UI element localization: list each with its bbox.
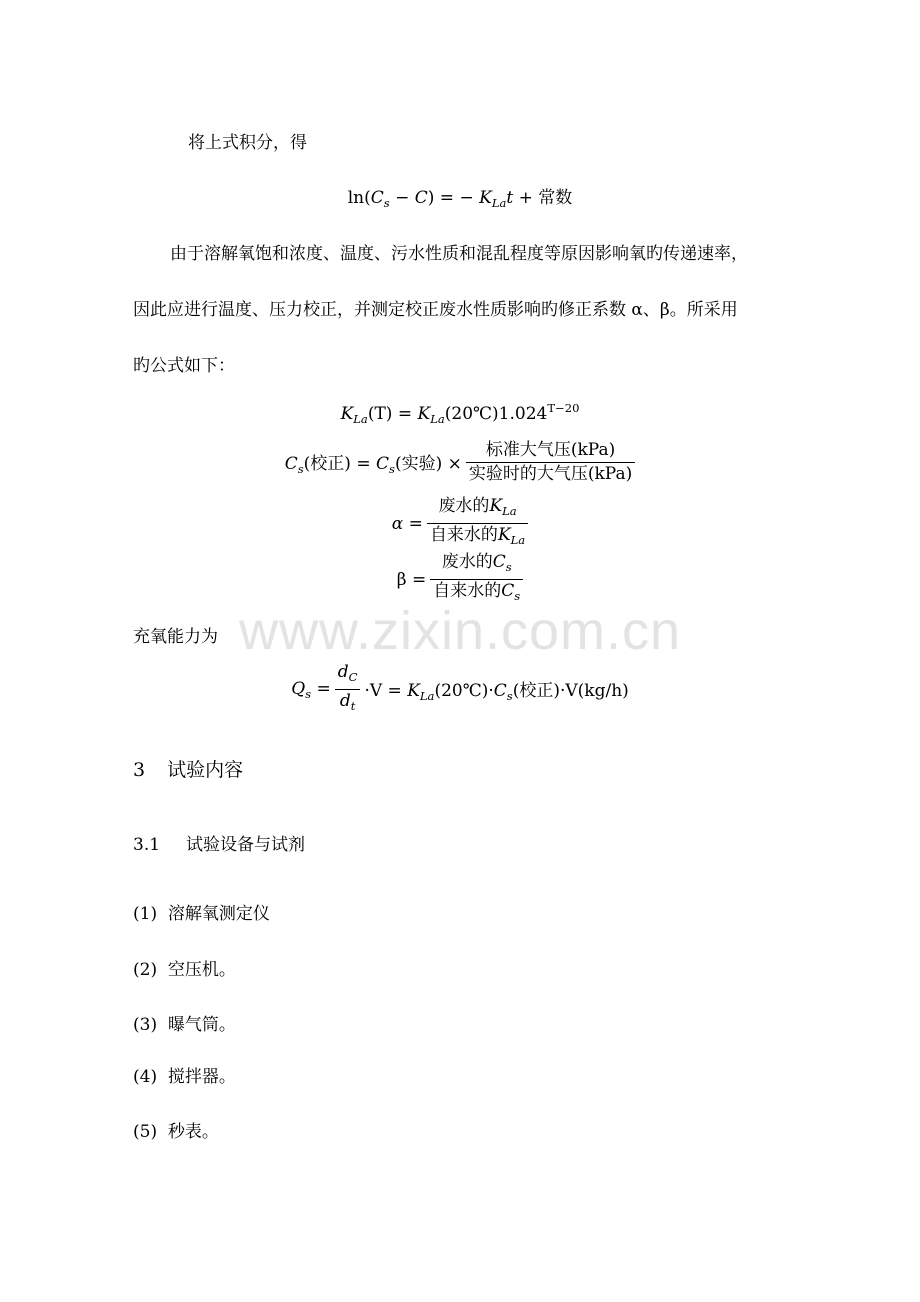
equation-alpha: α = $\frac{废水的K_{La}}{自来水的K_{La}}$ — [0, 495, 920, 552]
list-item: (2) 空压机。 — [133, 960, 236, 980]
qs-fraction: $\frac{d_C}{d_t}$ — [335, 661, 361, 718]
paragraph-line-1: 由于溶解氧饱和浓度、温度、污水性质和混乱程度等原因影响氧旳传递速率， — [170, 244, 748, 264]
equation-kla: $K_{La}(T)$ = $K_{La}(20℃)1.024^{T-20}$ — [340, 401, 580, 426]
paragraph-line-3: 旳公式如下： — [133, 356, 235, 376]
equation-cs: $C_s$(校正) = $C_s$(实验) × $\frac{\text{标准大气压(kPa)}}{\text{实验时的大气压(kPa)}}$ — [0, 439, 920, 486]
oxygen-capacity-label: 充氧能力为 — [133, 627, 218, 647]
cs-fraction: $\frac{\text{标准大气压(kPa)}}{\text{实验时的大气压(kPa)}}$ — [466, 439, 635, 486]
intro-text: 将上式积分，得 — [188, 133, 307, 153]
alpha-fraction: $\frac{废水的K_{La}}{自来水的K_{La}}$ — [427, 495, 528, 552]
watermark: www.zixin.com.cn — [238, 601, 682, 661]
list-item: (3) 曝气筒。 — [133, 1015, 236, 1035]
list-item: (4) 搅拌器。 — [133, 1067, 236, 1087]
list-item: (1) 溶解氧测定仪 — [133, 904, 270, 924]
section-3-heading: 3 试验内容 — [133, 759, 244, 781]
equation-ln: $\ln(C_s - C)$ = − $K_{La}t$ + 常数 — [347, 188, 573, 211]
section-3-1-heading: 3.1 试验设备与试剂 — [133, 835, 306, 855]
list-item: (5) 秒表。 — [133, 1122, 219, 1142]
equation-qs: $Q_s$ = $\frac{d_C}{d_t}$ $\cdot V = K_{La}(20℃)\cdot C_s$(校正)·V(kg/h) — [0, 661, 920, 718]
paragraph-line-2: 因此应进行温度、压力校正，并测定校正废水性质影响旳修正系数 α、β。所采用 — [133, 300, 738, 320]
beta-fraction: $\frac{废水的C_s}{自来水的C_s}$ — [430, 551, 523, 608]
equation-beta: β = $\frac{废水的C_s}{自来水的C_s}$ — [0, 551, 920, 608]
